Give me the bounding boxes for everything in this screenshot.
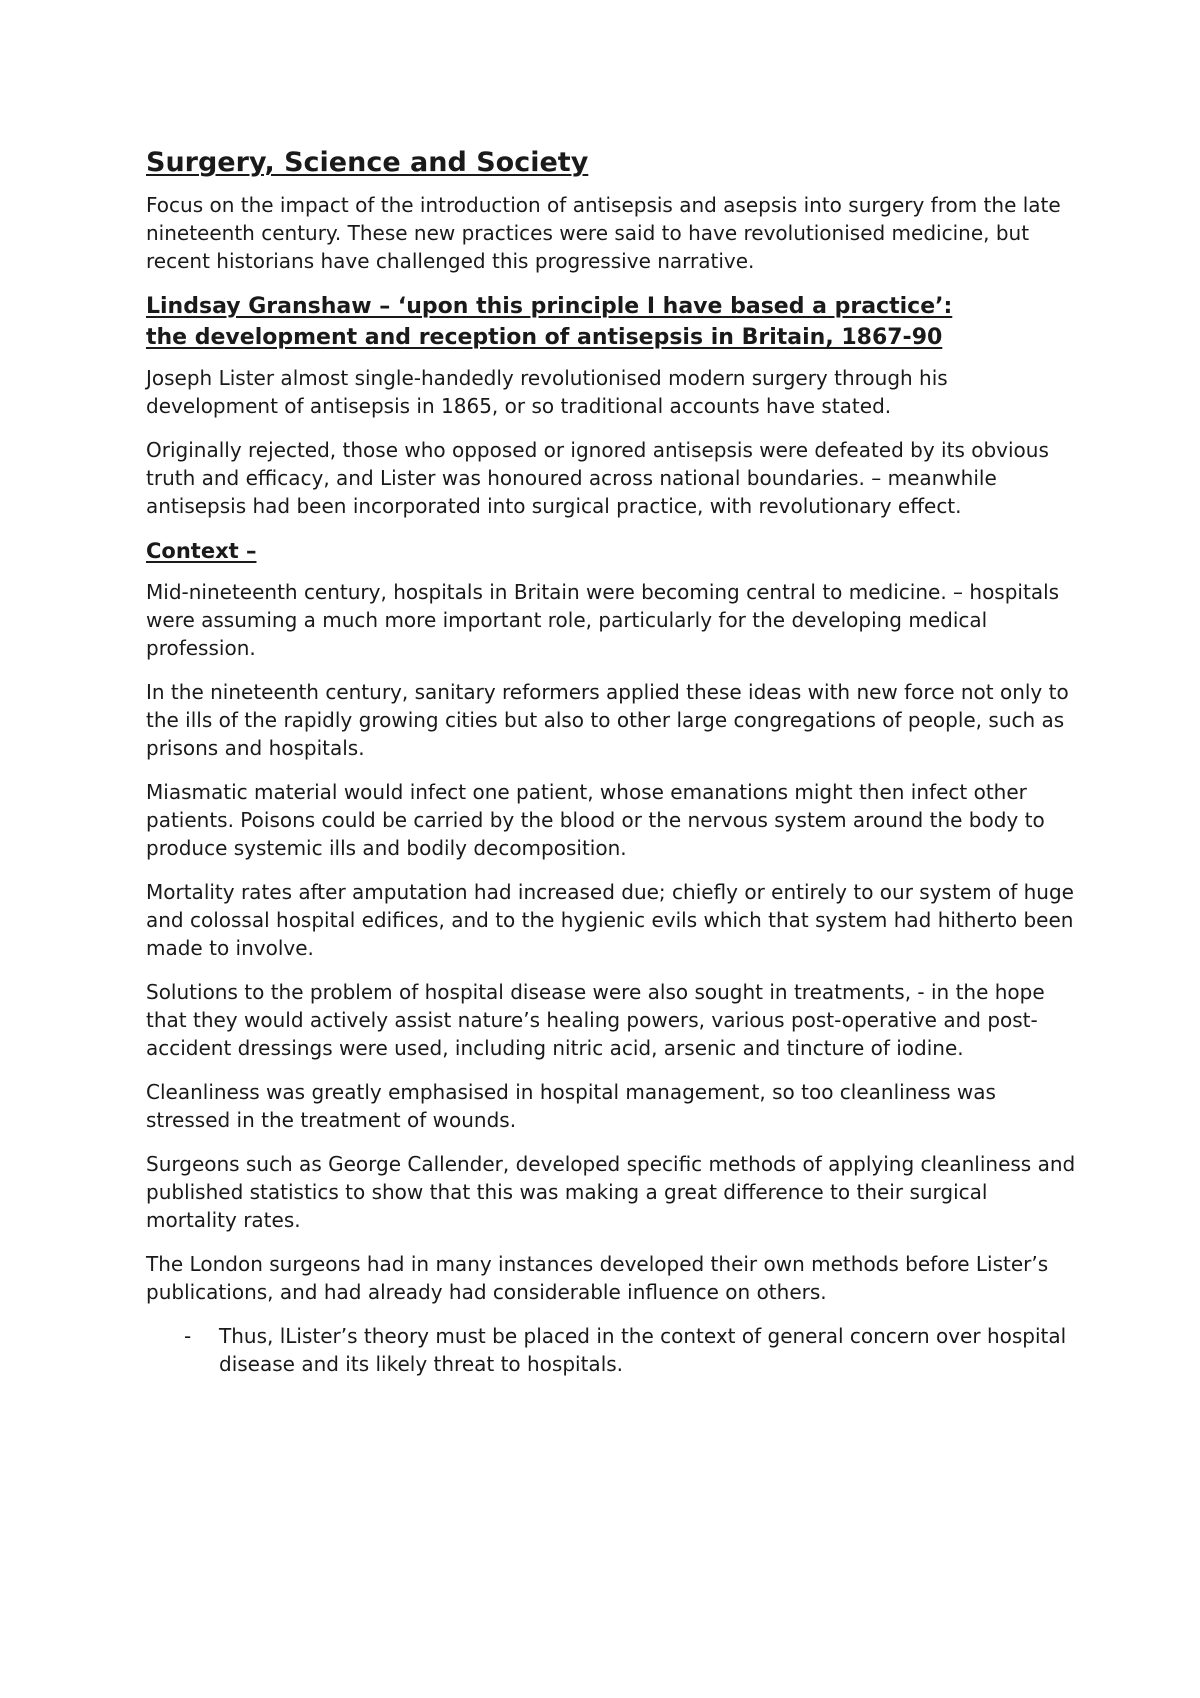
paragraph-miasmatic: Miasmatic material would infect one patient, whose emanations might then infect other patients. Poisons could be carried by the blood or the nervous system around the body to produce systemic ills and bodily decomposition. <box>146 780 1045 860</box>
paragraph-sanitary: In the nineteenth century, sanitary reformers applied these ideas with new force not only to the ills of the rapidly growing cities but also to other large congregations of people, such as prisons and hospitals. <box>146 680 1069 760</box>
paragraph-callender: Surgeons such as George Callender, developed specific methods of applying cleanliness and published statistics to show that this was making a great difference to their surgical mortality rates. <box>146 1152 1076 1232</box>
paragraph-mid-century: Mid-nineteenth century, hospitals in Britain were becoming central to medicine. – hospitals were assuming a much more important role, particularly for the developing medical profession. <box>146 580 1060 660</box>
paragraph-lister: Joseph Lister almost single-handedly revolutionised modern surgery through his development of antisepsis in 1865, or so traditional accounts have stated. <box>146 366 948 418</box>
bullet-text: Thus, lLister’s theory must be placed in the context of general concern over hospital disease and its likely threat to hospitals. <box>219 1324 1067 1376</box>
bullet-marker: - <box>184 1324 192 1348</box>
paragraph-mortality: Mortality rates after amputation had increased due; chiefly or entirely to our system of huge and colossal hospital edifices, and to the hygienic evils which that system had hitherto been made to involve. <box>146 880 1074 960</box>
paragraph-cleanliness: Cleanliness was greatly emphasised in hospital management, so too cleanliness was stressed in the treatment of wounds. <box>146 1080 996 1132</box>
paragraph-rejected: Originally rejected, those who opposed or ignored antisepsis were defeated by its obvious truth and efficacy, and Lister was honoured across national boundaries. – meanwhile antisepsis had been incorporated into surgical practice, with revolutionary effect. <box>146 438 1049 518</box>
subheading-line-1: Lindsay Granshaw – ‘upon this principle I have based a practice’: <box>146 294 953 319</box>
paragraph-solutions: Solutions to the problem of hospital disease were also sought in treatments, - in the hope that they would actively assist nature’s healing powers, various post-operative and post-accident dressings were used, including nitric acid, arsenic and tincture of iodine. <box>146 980 1045 1060</box>
bullet-item <box>146 1322 1076 1378</box>
subheading-line-2: the development and reception of antisepsis in Britain, 1867-90 <box>146 325 943 350</box>
article-subheading <box>146 291 1076 353</box>
document-title: Surgery, Science and Society <box>146 147 589 178</box>
intro-paragraph: Focus on the impact of the introduction of antisepsis and asepsis into surgery from the late nineteenth century. These new practices were said to have revolutionised medicine, but recent historians have challenged this progressive narrative. <box>146 193 1061 273</box>
paragraph-london: The London surgeons had in many instances developed their own methods before Lister’s publications, and had already had considerable influence on others. <box>146 1252 1049 1304</box>
document-page <box>146 143 1076 1378</box>
context-heading: Context – <box>146 539 257 563</box>
